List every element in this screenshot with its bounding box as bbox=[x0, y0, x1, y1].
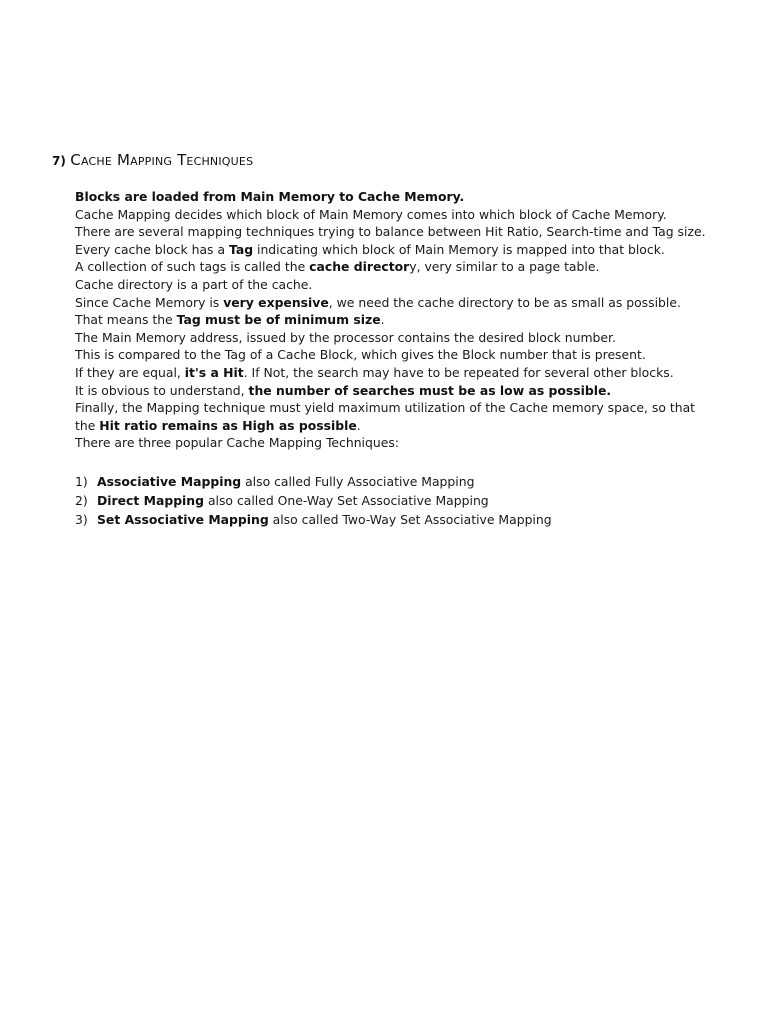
text-run: If they are equal, bbox=[75, 364, 185, 380]
technique-description: also called Fully Associative Mapping bbox=[241, 474, 475, 489]
technique-name: Associative Mapping bbox=[97, 474, 242, 489]
paragraph-line bbox=[75, 364, 755, 382]
paragraph-line bbox=[75, 382, 755, 400]
paragraph-line: Cache directory is a part of the cache. bbox=[75, 276, 313, 292]
paragraph-line: There are several mapping techniques trying to balance between Hit Ratio, Search-time and Tag size. bbox=[75, 224, 706, 240]
text-run: Since Cache Memory is bbox=[75, 294, 224, 310]
section-title: Cache Mapping Techniques bbox=[70, 151, 254, 169]
emphasis-text: Tag must be of minimum size bbox=[176, 312, 381, 328]
lead-sentence: Blocks are loaded from Main Memory to Cache Memory. bbox=[75, 189, 465, 204]
text-run: the bbox=[75, 417, 100, 433]
emphasis-text: Hit ratio remains as High as possible bbox=[99, 417, 357, 433]
technique-description: also called Two-Way Set Associative Mapping bbox=[268, 511, 552, 527]
list-index: 2) bbox=[75, 492, 88, 508]
text-run: y, very similar to a page table. bbox=[409, 259, 600, 275]
text-run: . bbox=[356, 417, 361, 433]
paragraph-line bbox=[75, 258, 755, 276]
emphasis-text: cache director bbox=[309, 259, 410, 275]
emphasis-text: Tag bbox=[228, 241, 254, 257]
technique-description: also called One-Way Set Associative Mapping bbox=[204, 492, 489, 508]
list-index: 3) bbox=[75, 511, 88, 527]
technique-name: Set Associative Mapping bbox=[97, 511, 269, 527]
emphasis-text: the number of searches must be as low as possible. bbox=[248, 382, 612, 398]
paragraph-line: The Main Memory address, issued by the processor contains the desired block number. bbox=[75, 329, 616, 345]
paragraph-line bbox=[75, 294, 755, 312]
list-item bbox=[75, 492, 552, 511]
section-heading bbox=[52, 151, 253, 170]
section-number: 7) bbox=[52, 154, 66, 168]
paragraph-line: Cache Mapping decides which block of Main Memory comes into which block of Cache Memory. bbox=[75, 206, 667, 222]
paragraph-line bbox=[75, 241, 755, 259]
emphasis-text: very expensive bbox=[223, 294, 329, 310]
text-run: Every cache block has a bbox=[75, 241, 229, 257]
list-index: 1) bbox=[75, 474, 88, 489]
technique-list bbox=[75, 473, 552, 529]
text-run: That means the bbox=[75, 312, 177, 328]
paragraph-line bbox=[75, 311, 755, 329]
text-run: , we need the cache directory to be as small as possible. bbox=[328, 294, 681, 310]
text-run: A collection of such tags is called the bbox=[75, 259, 310, 275]
body-text bbox=[75, 188, 755, 452]
paragraph-line bbox=[75, 417, 755, 435]
paragraph-line: This is compared to the Tag of a Cache Block, which gives the Block number that is present. bbox=[75, 347, 646, 363]
paragraph-line: There are three popular Cache Mapping Techniques: bbox=[75, 435, 399, 451]
text-run: . bbox=[380, 312, 385, 328]
emphasis-text: it's a Hit bbox=[184, 364, 244, 380]
list-item bbox=[75, 473, 552, 492]
list-item bbox=[75, 511, 552, 530]
technique-name: Direct Mapping bbox=[97, 492, 204, 508]
text-run: It is obvious to understand, bbox=[75, 382, 249, 398]
paragraph-line: Finally, the Mapping technique must yield maximum utilization of the Cache memory space, so that bbox=[75, 400, 696, 416]
text-run: . If Not, the search may have to be repeated for several other blocks. bbox=[243, 364, 674, 380]
text-run: indicating which block of Main Memory is mapped into that block. bbox=[253, 241, 665, 257]
